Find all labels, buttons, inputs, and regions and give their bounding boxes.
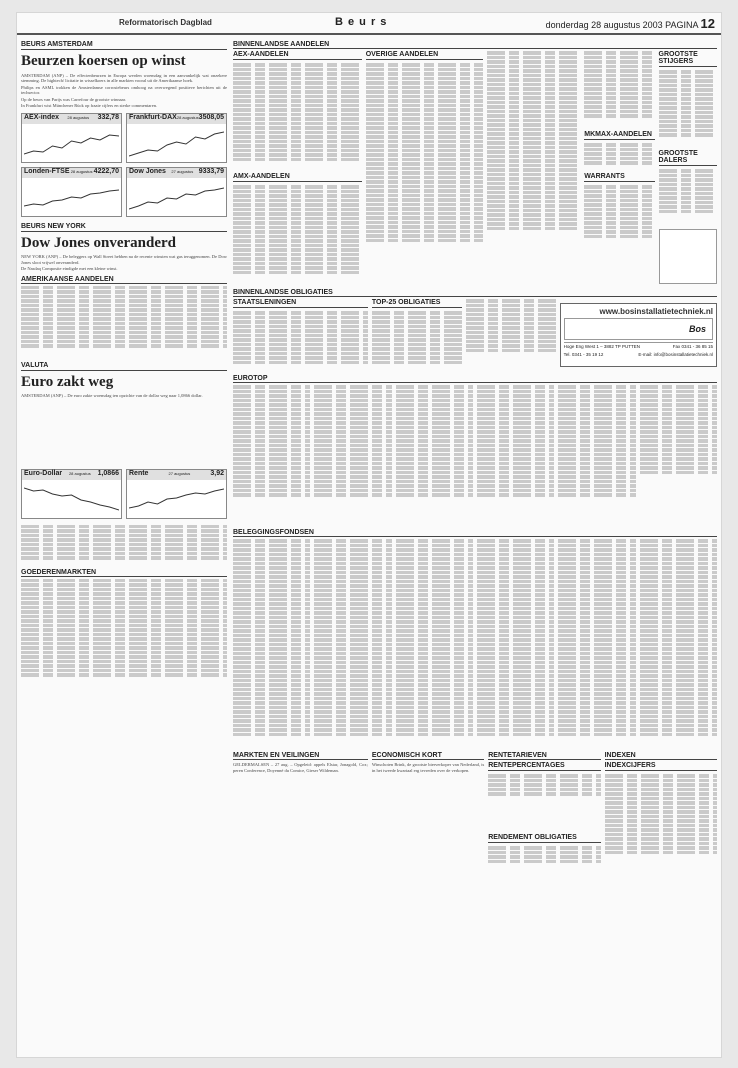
graph-line bbox=[24, 180, 119, 214]
graph-line bbox=[129, 180, 224, 214]
overige-aandelen-label: OVERIGE AANDELEN bbox=[366, 51, 483, 60]
masthead bbox=[17, 13, 722, 35]
aex-column bbox=[233, 51, 362, 285]
dax-graph bbox=[126, 113, 227, 163]
goederenmarkten-table bbox=[21, 579, 227, 677]
graph-title: Frankfurt-DAX bbox=[129, 113, 177, 121]
eurotop-table bbox=[477, 385, 554, 525]
graph-value: 3,92 bbox=[210, 469, 224, 477]
article-paragraph: AMSTERDAM (ANP) – De euro zakte woensdag ten opzichte van de dollar weg naar 1,0866 dollar. bbox=[21, 393, 203, 398]
date-page bbox=[546, 16, 715, 31]
index-graphs bbox=[21, 113, 227, 217]
graph-date: 28 augustus bbox=[70, 168, 93, 174]
graph-line bbox=[129, 482, 224, 516]
stijgers-dalers-column bbox=[659, 51, 718, 285]
indexen-table bbox=[605, 774, 717, 874]
overige-column bbox=[366, 51, 483, 285]
ad-contact-2 bbox=[564, 351, 713, 357]
advertisement[interactable] bbox=[560, 303, 717, 367]
aex-graph bbox=[21, 113, 122, 163]
grootste-dalers-label: GROOTSTE DALERS bbox=[659, 150, 718, 166]
fondsen-table bbox=[233, 539, 310, 744]
graph-value: 4222,70 bbox=[93, 167, 119, 175]
rendement-table bbox=[488, 846, 600, 871]
graph-line bbox=[129, 126, 224, 160]
eurotop-table bbox=[233, 385, 310, 525]
staatsleningen-table bbox=[233, 311, 368, 371]
rendement-obligaties-label: RENDEMENT OBLIGATIES bbox=[488, 834, 600, 843]
indexen-title: INDEXEN bbox=[605, 752, 717, 760]
markten-body: GELDERMALSEN – 27 aug. – Opgeleid: appels Elstar, Jonagold, Cox; peren Conference, Doyenné du Comice, Gieser Wildeman. bbox=[233, 762, 368, 773]
rentetarieven-title: RENTETARIEVEN bbox=[488, 752, 600, 760]
aandelen-columns bbox=[233, 51, 717, 285]
stijgers-table bbox=[659, 70, 718, 150]
graph-date: 28 augustus bbox=[67, 114, 90, 120]
obligaties-table-3 bbox=[466, 299, 556, 369]
rentetarieven-section bbox=[488, 748, 600, 874]
graph-date: 28 augustus bbox=[68, 470, 91, 476]
aex-aandelen-label: AEX-AANDELEN bbox=[233, 51, 362, 60]
article-paragraph: De Nasdaq Composite eindigde met een kleine winst. bbox=[21, 266, 118, 271]
graph-value: 3508,05 bbox=[198, 113, 224, 121]
ad-email[interactable]: E-mail: info@bosinstallatietechniek.nl bbox=[638, 352, 713, 357]
rente-table bbox=[488, 774, 600, 804]
overige-aandelen-table-2 bbox=[487, 51, 581, 266]
rente-graph bbox=[126, 469, 227, 519]
overige-column-2 bbox=[487, 51, 581, 285]
overige-aandelen-table bbox=[366, 63, 483, 278]
obligaties-columns bbox=[233, 299, 717, 371]
fondsen-table bbox=[396, 539, 473, 744]
ad-logo: Bos bbox=[564, 318, 713, 340]
publication-name: Reformatorisch Dagblad bbox=[119, 18, 212, 27]
economisch-kort-section bbox=[372, 748, 484, 874]
graph-date: 28 augustus bbox=[176, 114, 199, 120]
indexcijfers-label: INDEXCIJFERS bbox=[605, 762, 717, 771]
rentepercentages-label: RENTEPERCENTAGES bbox=[488, 762, 600, 771]
graph-value: 9333,79 bbox=[198, 167, 224, 175]
graph-title: Euro-Dollar bbox=[24, 469, 63, 477]
euro-dollar-graph bbox=[21, 469, 122, 519]
graph-date: 27 augustus bbox=[171, 168, 194, 174]
valuta-headline: Euro zakt weg bbox=[21, 373, 114, 390]
eurotop-table bbox=[314, 385, 391, 525]
afkortingen-box bbox=[659, 229, 718, 284]
graph-value: 332,78 bbox=[97, 113, 119, 121]
indexen-section bbox=[605, 748, 717, 874]
bottom-sections bbox=[233, 748, 717, 874]
beleggingsfondsen-title: BELEGGINGSFONDSEN bbox=[233, 529, 717, 537]
dalers-table bbox=[659, 169, 718, 229]
dow-jones-graph bbox=[126, 167, 227, 217]
article-paragraph: Op de beurs van Parijs was Carrefour de grootste winnaar. bbox=[21, 96, 126, 102]
beurs-amsterdam-kicker: BEURS AMSTERDAM bbox=[21, 41, 227, 50]
beurs-new-york-article bbox=[21, 254, 227, 272]
eurotop-title: EUROTOP bbox=[233, 375, 717, 383]
warrants-table bbox=[584, 185, 654, 255]
valuta-table bbox=[21, 525, 227, 565]
page-number: 12 bbox=[700, 16, 715, 31]
binnenlandse-obligaties-title: BINNENLANDSE OBLIGATIES bbox=[233, 289, 717, 297]
eurotop-table bbox=[640, 385, 717, 525]
ad-contact bbox=[564, 342, 713, 349]
staatsleningen-label: STAATSLENINGEN bbox=[233, 299, 368, 308]
valuta-graphs bbox=[21, 469, 227, 519]
warrants-column bbox=[584, 51, 654, 285]
amerikaanse-aandelen-table bbox=[21, 286, 227, 356]
valuta-kicker: VALUTA bbox=[21, 362, 227, 371]
ad-url[interactable]: www.bosinstallatietechniek.nl bbox=[599, 307, 713, 316]
amerikaanse-aandelen-title: AMERIKAANSE AANDELEN bbox=[21, 276, 227, 284]
aex-aandelen-table bbox=[233, 63, 362, 173]
mkmax-table bbox=[584, 143, 654, 173]
markten-section bbox=[233, 748, 368, 874]
beurs-amsterdam-article bbox=[21, 73, 227, 109]
fondsen-table bbox=[477, 539, 554, 744]
eurotop-table bbox=[558, 385, 635, 525]
article-paragraph: NEW YORK (ANP) – De beleggers op Wall Street hebben na de recente winsten wat gas teruggenomen. De Dow Jones sloot vrijwel onveranderd. bbox=[21, 254, 227, 265]
top25-column bbox=[372, 299, 462, 371]
left-column bbox=[21, 41, 227, 678]
binnenlandse-aandelen-title: BINNENLANDSE AANDELEN bbox=[233, 41, 717, 49]
mkmax-label: MKMAX-AANDELEN bbox=[584, 131, 654, 140]
graph-date: 27 augustus bbox=[168, 470, 191, 476]
ad-address: Hoge Eng West 1 – 3882 TP PUTTEN bbox=[563, 344, 640, 349]
article-paragraph: AMSTERDAM (ANP) – De effectenbeurzen in Europa werden woensdag in een aanvankelijk wat onzekere stemming. De hightech/ licitatie in wisselkoers in alle markten vooral uit de Amerikaanse hoek. bbox=[21, 72, 227, 83]
eurotop-columns bbox=[233, 385, 717, 525]
article-paragraph: Philips en ASML trokken de Amsterdamse corrosiebeurs omhoog na overwegend positieve berichten uit de techsector. bbox=[21, 84, 227, 95]
amx-aandelen-label: AMX-AANDELEN bbox=[233, 173, 362, 182]
ad-tel: Tel. 0341 - 35 19 12 bbox=[563, 352, 604, 357]
fondsen-table bbox=[640, 539, 717, 744]
graph-title: Londen-FTSE bbox=[24, 167, 70, 175]
section-name: B e u r s bbox=[335, 16, 388, 28]
beurs-new-york-headline: Dow Jones onveranderd bbox=[21, 234, 177, 251]
graph-line bbox=[24, 126, 119, 160]
grootste-stijgers-label: GROOTSTE STIJGERS bbox=[659, 51, 718, 67]
staatsleningen-column bbox=[233, 299, 368, 371]
economisch-kort-title: ECONOMISCH KORT bbox=[372, 752, 484, 760]
article-paragraph: In Frankfurt wist Münchener Rück op fraaie cijfers en sterke commentaren. bbox=[21, 103, 158, 108]
beurs-amsterdam-headline: Beurzen koersen op winst bbox=[21, 53, 186, 69]
warrants-label: WARRANTS bbox=[584, 173, 654, 182]
graph-title: AEX-index bbox=[24, 113, 60, 121]
top25-label: TOP-25 OBLIGATIES bbox=[372, 299, 462, 308]
eurotop-table bbox=[396, 385, 473, 525]
top25-table bbox=[372, 311, 462, 371]
graph-title: Dow Jones bbox=[129, 167, 166, 175]
newspaper-page bbox=[16, 12, 722, 1058]
valuta-article bbox=[21, 393, 227, 399]
graph-line bbox=[24, 482, 119, 516]
fondsen-table bbox=[314, 539, 391, 744]
graph-value: 1,0866 bbox=[97, 469, 119, 477]
goederenmarkten-title: GOEDERENMARKTEN bbox=[21, 569, 227, 577]
ad-fax: Fax 0341 - 36 85 15 bbox=[672, 344, 713, 349]
beurs-new-york-kicker: BEURS NEW YORK bbox=[21, 223, 227, 232]
issue-date: donderdag 28 augustus 2003 PAGINA bbox=[545, 20, 699, 30]
misc-table bbox=[584, 51, 654, 131]
markten-title: MARKTEN EN VEILINGEN bbox=[233, 752, 368, 760]
amx-aandelen-table bbox=[233, 185, 362, 285]
beleggingsfondsen-columns bbox=[233, 539, 717, 744]
ftse-graph bbox=[21, 167, 122, 217]
fondsen-table bbox=[558, 539, 635, 744]
economisch-kort-body: Winschoten Brink, de grootste bierverkoper van Nederland, is in het tweede kwartaal erg tevreden over de verkopen. bbox=[371, 762, 485, 773]
graph-title: Rente bbox=[129, 469, 149, 477]
main-area bbox=[233, 41, 717, 874]
